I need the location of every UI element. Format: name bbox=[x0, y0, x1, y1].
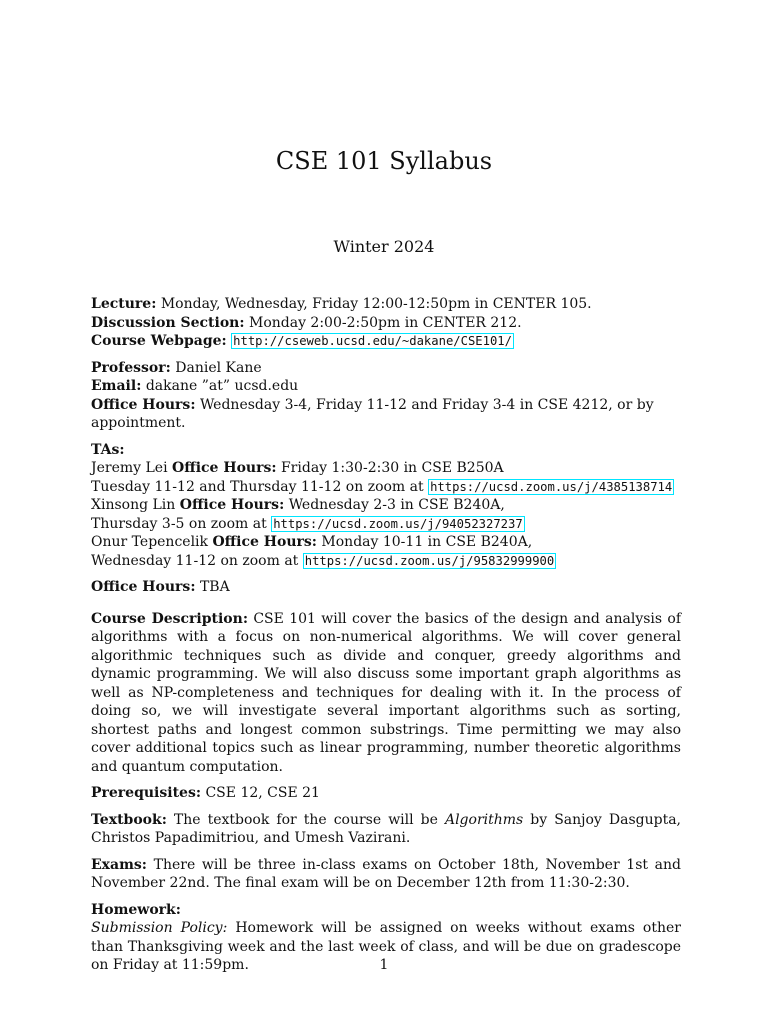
email-line bbox=[91, 377, 681, 396]
tutor-oh-label: Office Hours: bbox=[91, 579, 196, 595]
email-text: dakane ”at” ucsd.edu bbox=[145, 378, 299, 394]
textbook-paragraph bbox=[91, 811, 681, 848]
ta-oh-zoom-text: Wednesday 11-12 on zoom at bbox=[91, 552, 299, 569]
lecture-text: Monday, Wednesday, Friday 12:00-12:50pm in CENTER 105. bbox=[160, 296, 592, 312]
ta-oh-zoom-text: Thursday 3-5 on zoom at bbox=[91, 515, 267, 532]
course-description bbox=[91, 610, 681, 777]
professor-label: Professor: bbox=[91, 359, 171, 376]
ta-oh-label: Office Hours: bbox=[212, 534, 317, 550]
description-label: Course Description: bbox=[91, 610, 248, 627]
webpage-line bbox=[91, 332, 681, 351]
exams-text: There will be three in-class exams on October 18th, November 1st and November 22nd. The final exam will be on December 12th from 11:30-2:30. bbox=[91, 856, 681, 891]
professor-office-hours-line bbox=[91, 396, 681, 433]
professor-line bbox=[91, 359, 681, 378]
email-label: Email: bbox=[91, 378, 142, 394]
ta-oh-inperson: Friday 1:30-2:30 in CSE B250A bbox=[280, 460, 504, 476]
tutor-office-hours-line bbox=[91, 578, 681, 597]
office-hours-text: Wednesday 3-4, Friday 11-12 and Friday 3-4 in CSE 4212, or by appointment. bbox=[91, 396, 654, 431]
prerequisites-label: Prerequisites: bbox=[91, 785, 202, 801]
discussion-line bbox=[91, 314, 681, 333]
ta-entry bbox=[91, 459, 681, 478]
ta-oh-inperson: Wednesday 2-3 in CSE B240A, bbox=[288, 497, 505, 513]
ta-name: Jeremy Lei bbox=[91, 460, 168, 476]
ta-oh-label: Office Hours: bbox=[172, 460, 277, 476]
lecture-label: Lecture: bbox=[91, 296, 157, 312]
description-text: CSE 101 will cover the basics of the design and analysis of algorithms with a focus on non-numerical algorithms. We will cover general algorithmic techniques such as divide and conquer, greedy algorithms and dynamic programming. We will also discuss some important graph algorithms as well as NP-completeness and techniques for dealing with it. In the process of doing so, we will investigate several important algorithms such as sorting, shortest paths and longest common substrings. Time permitting we may also cover additional topics such as linear programming, number theoretic algorithms and quantum computation. bbox=[91, 610, 682, 775]
ta-zoom-link[interactable]: https://ucsd.zoom.us/j/4385138714 bbox=[430, 479, 673, 494]
ta-zoom-line bbox=[91, 552, 681, 571]
discussion-label: Discussion Section: bbox=[91, 314, 245, 331]
homework-policy-text: Homework will be assigned on weeks without exams other than Thanksgiving week and the last week of class, and will be due on gradescope on Friday at 11:59pm. bbox=[91, 920, 681, 973]
professor-name: Daniel Kane bbox=[175, 359, 262, 376]
page-number: 1 bbox=[379, 957, 389, 973]
textbook-pre: The textbook for the course will be bbox=[173, 811, 438, 828]
ta-zoom-line bbox=[91, 515, 681, 534]
tutor-oh-text: TBA bbox=[199, 579, 230, 595]
submission-policy-label: Submission Policy: bbox=[91, 920, 228, 936]
ta-zoom-link[interactable]: https://ucsd.zoom.us/j/95832999900 bbox=[304, 553, 555, 568]
textbook-label: Textbook: bbox=[91, 811, 167, 828]
lecture-line bbox=[91, 295, 681, 314]
page-title: CSE 101 Syllabus bbox=[275, 147, 493, 175]
exams-label: Exams: bbox=[91, 856, 147, 873]
ta-oh-label: Office Hours: bbox=[179, 497, 285, 513]
webpage-label: Course Webpage: bbox=[91, 333, 227, 349]
course-webpage-link[interactable]: http://cseweb.ucsd.edu/~dakane/CSE101/ bbox=[233, 334, 512, 348]
homework-heading bbox=[91, 901, 681, 920]
ta-oh-inperson: Monday 10-11 in CSE B240A, bbox=[321, 534, 533, 550]
ta-name: Xinsong Lin bbox=[91, 497, 176, 513]
syllabus-body bbox=[91, 295, 681, 975]
homework-label: Homework: bbox=[91, 901, 181, 918]
discussion-text: Monday 2:00-2:50pm in CENTER 212. bbox=[248, 314, 522, 331]
ta-name: Onur Tepencelik bbox=[91, 534, 209, 550]
textbook-title: Algorithms bbox=[444, 811, 524, 828]
exams-paragraph bbox=[91, 856, 681, 893]
textbook-post: by Sanjoy Dasgupta, Christos Papadimitriou, and Umesh Vazirani. bbox=[91, 811, 681, 846]
prerequisites-text: CSE 12, CSE 21 bbox=[205, 785, 320, 801]
ta-entry bbox=[91, 496, 681, 515]
tas-label: TAs: bbox=[91, 441, 125, 458]
ta-zoom-link[interactable]: https://ucsd.zoom.us/j/94052327237 bbox=[273, 516, 523, 531]
tas-heading bbox=[91, 441, 681, 460]
ta-entry bbox=[91, 533, 681, 552]
prerequisites-line bbox=[91, 784, 681, 803]
office-hours-label: Office Hours: bbox=[91, 396, 196, 413]
ta-zoom-line bbox=[91, 478, 681, 497]
term-subtitle: Winter 2024 bbox=[333, 237, 435, 256]
ta-oh-zoom-text: Tuesday 11-12 and Thursday 11-12 on zoom at bbox=[91, 478, 424, 495]
